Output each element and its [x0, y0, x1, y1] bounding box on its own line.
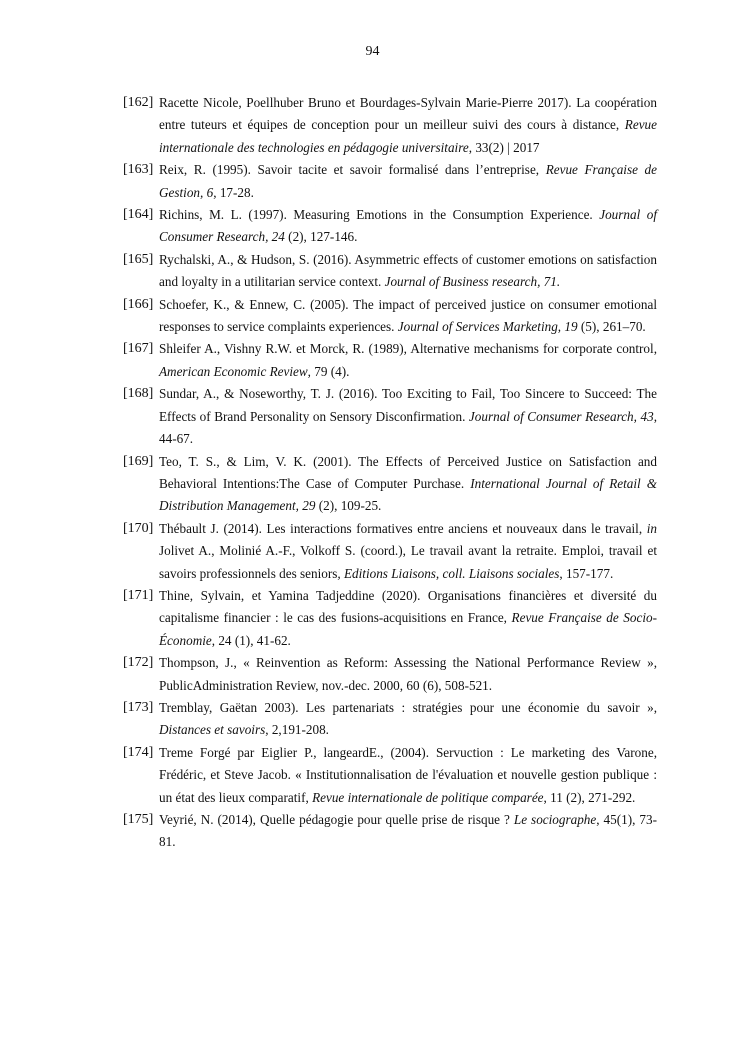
reference-italic-segment: American Economic Review	[159, 363, 308, 379]
reference-text	[159, 697, 657, 742]
reference-italic-segment: , Editions Liaisons, coll. Liaisons sociales	[337, 565, 560, 581]
reference-text	[159, 338, 657, 383]
reference-number: [165]	[123, 251, 154, 267]
reference-italic-segment: in	[646, 520, 657, 536]
reference-number: [172]	[123, 655, 154, 671]
reference-segment: Thompson, J., « Reinvention as Reform: Assessing the National Performance Review », PublicAdministration Review, nov.-dec. 2000, 60 (6), 508-521.	[159, 655, 657, 693]
reference-text	[159, 809, 657, 854]
reference-entry	[123, 742, 657, 809]
reference-segment: (2), 127-146.	[284, 229, 358, 245]
reference-italic-segment: Journal of Business research, 71.	[384, 274, 561, 290]
reference-entry	[123, 451, 657, 518]
reference-entry	[123, 294, 657, 339]
reference-segment: , 24 (1), 41-62.	[211, 632, 291, 648]
reference-text	[159, 652, 657, 697]
reference-segment: , 11 (2), 271-292.	[543, 789, 636, 805]
reference-number: [164]	[123, 207, 154, 223]
reference-text	[159, 742, 657, 809]
reference-list	[123, 92, 657, 854]
reference-segment: Racette Nicole, Poellhuber Bruno et Bourdages-Sylvain Marie-Pierre 2017). La coopération entre tuteurs et équipes de conception pour un meilleur suivi des cours à distance,	[159, 95, 657, 133]
reference-segment: Richins, M. L. (1997). Measuring Emotions in the Consumption Experience.	[159, 207, 600, 223]
reference-number: [175]	[123, 812, 154, 827]
reference-segment: Schoefer, K., & Ennew, C. (2005). The impact of perceived justice on consumer emotional responses to service complaints experiences.	[159, 296, 657, 335]
reference-italic-segment: Journal of Consumer Research, 43	[468, 408, 654, 424]
reference-number: [162]	[123, 95, 154, 110]
reference-segment: Veyrié, N. (2014), Quelle pédagogie pour quelle prise de risque ?	[159, 812, 514, 827]
reference-number: [169]	[123, 453, 154, 469]
reference-number: [173]	[123, 699, 154, 715]
reference-entry	[123, 159, 657, 204]
reference-italic-segment: Journal of Consumer Research, 24	[159, 207, 657, 245]
reference-segment: Tremblay, Gaëtan 2003). Les partenariats : stratégies pour une économie du savoir »,	[159, 699, 657, 715]
reference-italic-segment: Revue Française de Socio-Économie	[159, 610, 657, 648]
reference-number: [167]	[123, 341, 154, 357]
reference-entry	[123, 338, 657, 383]
reference-segment: Shleifer A., Vishny R.W. et Morck, R. (1989), Alternative mechanisms for corporate control,	[159, 341, 657, 357]
reference-entry	[123, 697, 657, 742]
reference-italic-segment: Distances et savoirs	[159, 722, 266, 738]
reference-segment: , 79 (4).	[307, 363, 350, 379]
reference-italic-segment: Revue internationale des technologies en pédagogie universitaire	[159, 117, 657, 155]
reference-text	[159, 294, 657, 339]
reference-segment: Treme Forgé par Eiglier P., langeardE., (2004). Servuction : Le marketing des Varone, Frédéric, et Steve Jacob. « Institutionnalisation de l'évaluation et nouvelle gestion publique : un état des lieux comparatif,	[159, 744, 657, 805]
reference-segment: Reix, R. (1995). Savoir tacite et savoir formalisé dans l’entreprise,	[159, 162, 546, 178]
reference-entry	[123, 652, 657, 697]
reference-entry	[123, 809, 657, 854]
reference-text	[159, 451, 657, 518]
reference-segment: Thine, Sylvain, et Yamina Tadjeddine (2020). Organisations financières et diversité du capitalisme financier : le cas des fusions-acquisitions en France,	[159, 587, 657, 626]
reference-entry	[123, 249, 657, 294]
reference-segment: , 157-177.	[559, 565, 614, 581]
reference-italic-segment: Revue internationale de politique comparée	[312, 789, 544, 805]
reference-entry	[123, 585, 657, 652]
reference-number: [166]	[123, 296, 154, 312]
reference-entry	[123, 518, 657, 585]
reference-italic-segment: International Journal of Retail & Distribution Management, 29	[159, 475, 657, 514]
reference-text	[159, 159, 657, 204]
reference-number: [171]	[123, 587, 154, 603]
reference-segment: (2), 109-25.	[315, 498, 382, 514]
reference-segment: , 17-28.	[213, 184, 254, 200]
reference-number: [163]	[123, 162, 154, 178]
reference-segment: (5), 261–70.	[577, 319, 646, 335]
reference-segment: Rychalski, A., & Hudson, S. (2016). Asymmetric effects of customer emotions on satisfaction and loyalty in a utilitarian service context.	[159, 251, 657, 290]
reference-text	[159, 585, 657, 652]
reference-text	[159, 518, 657, 585]
reference-text	[159, 249, 657, 294]
reference-text	[159, 383, 657, 450]
reference-text	[159, 92, 657, 159]
reference-segment: , 2,191-208.	[265, 722, 329, 738]
reference-number: [170]	[123, 520, 154, 536]
reference-italic-segment: Le sociographe	[513, 812, 597, 827]
page-number: 94	[365, 44, 380, 59]
reference-number: [168]	[123, 386, 154, 402]
reference-segment: Jolivet A., Molinié A.-F., Volkoff S. (coord.), Le travail avant la retraite. Emploi, travail et savoirs professionnels des seniors	[159, 543, 657, 581]
reference-segment: Sundar, A., & Noseworthy, T. J. (2016). Too Exciting to Fail, Too Sincere to Succeed: The Effects of Brand Personality on Sensory Disconfirmation.	[159, 386, 657, 424]
reference-entry	[123, 383, 657, 450]
reference-segment: Thébault J. (2014). Les interactions formatives entre anciens et nouveaux dans le travail,	[159, 520, 647, 536]
reference-segment: , 45(1), 73-81.	[159, 812, 657, 850]
reference-italic-segment: Journal of Services Marketing, 19	[397, 319, 578, 335]
reference-text	[159, 204, 657, 249]
reference-entry	[123, 92, 657, 159]
reference-number: [174]	[123, 744, 154, 760]
reference-segment: Teo, T. S., & Lim, V. K. (2001). The Effects of Perceived Justice on Satisfaction and Behavioral Intentions:The Case of Computer Purchase.	[159, 453, 657, 491]
reference-entry	[123, 204, 657, 249]
reference-segment: , 44-67.	[159, 408, 657, 447]
reference-segment: , 33(2) | 2017	[468, 139, 540, 155]
reference-italic-segment: Revue Française de Gestion, 6	[159, 162, 657, 200]
